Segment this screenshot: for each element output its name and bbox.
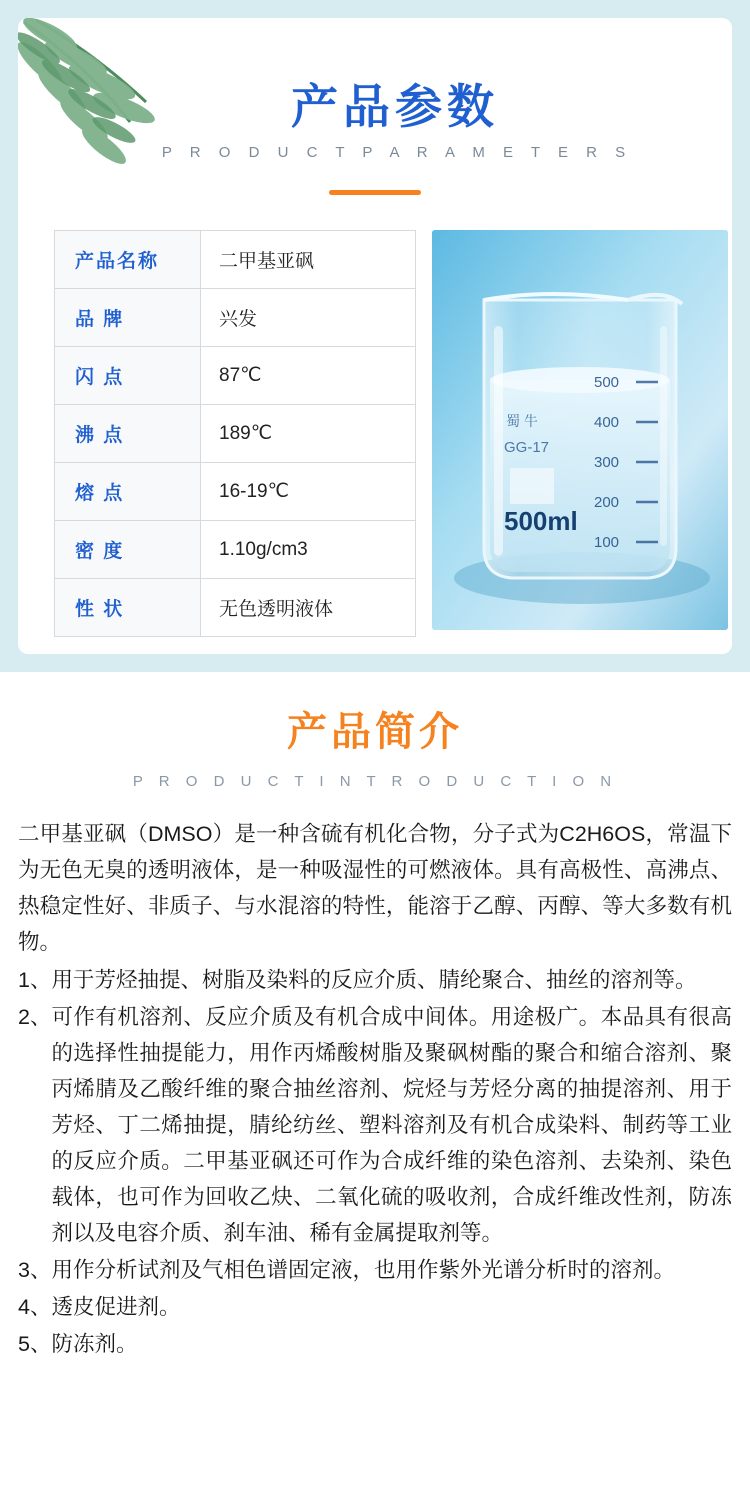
svg-text:400: 400 xyxy=(594,414,620,431)
table-row xyxy=(55,579,416,637)
spec-value: 二甲基亚砜 xyxy=(201,231,416,289)
banner-title-en: P R O D U C T P A R A M E T E R S xyxy=(161,144,633,161)
svg-text:GG-17: GG-17 xyxy=(504,439,550,456)
svg-text:500: 500 xyxy=(594,374,620,391)
table-row xyxy=(55,463,416,521)
intro-paragraph: 二甲基亚砜（DMSO）是一种含硫有机化合物，分子式为C2H6OS，常温下为无色无臭的透明液体，是一种吸湿性的可燃液体。具有高极性、高沸点、热稳定性好、非质子、与水混溶的特性，能溶于乙醇、丙醇、等大多数有机物。 xyxy=(18,822,732,954)
spec-value: 无色透明液体 xyxy=(201,579,416,637)
list-item-number: 5、 xyxy=(18,1332,52,1356)
spec-value: 87℃ xyxy=(201,347,416,405)
table-row xyxy=(55,289,416,347)
intro-list xyxy=(18,962,732,1362)
parameters-banner xyxy=(0,0,750,672)
introduction-section xyxy=(0,672,750,1500)
spec-key: 品 牌 xyxy=(55,289,201,347)
list-item xyxy=(18,1252,732,1288)
spec-key: 熔 点 xyxy=(55,463,201,521)
table-row xyxy=(55,521,416,579)
spec-key: 密 度 xyxy=(55,521,201,579)
spec-key: 产品名称 xyxy=(55,231,201,289)
svg-text:蜀 牛: 蜀 牛 xyxy=(506,413,538,429)
svg-text:200: 200 xyxy=(594,494,620,511)
product-photo xyxy=(432,230,728,630)
spec-key: 性 状 xyxy=(55,579,201,637)
spec-value: 兴发 xyxy=(201,289,416,347)
intro-title-en: P R O D U C T I N T R O D U C T I O N xyxy=(132,773,618,790)
intro-body xyxy=(18,816,732,1362)
list-item-number: 3、 xyxy=(18,1258,52,1282)
banner-title-cn: 产品参数 xyxy=(291,80,499,133)
list-item-number: 4、 xyxy=(18,1295,52,1319)
list-item xyxy=(18,999,732,1251)
table-row xyxy=(55,347,416,405)
spec-key: 沸 点 xyxy=(55,405,201,463)
spec-value: 189℃ xyxy=(201,405,416,463)
table-row xyxy=(55,405,416,463)
list-item-text: 用于芳烃抽提、树脂及染料的反应介质、腈纶聚合、抽丝的溶剂等。 xyxy=(51,968,697,992)
spec-key: 闪 点 xyxy=(55,347,201,405)
list-item-text: 防冻剂。 xyxy=(51,1332,138,1356)
banner-card xyxy=(18,18,732,654)
spec-value: 16-19℃ xyxy=(201,463,416,521)
banner-title-underline xyxy=(329,190,421,195)
list-item xyxy=(18,1289,732,1325)
list-item-number: 1、 xyxy=(18,968,52,992)
list-item-number: 2、 xyxy=(18,1005,52,1029)
svg-text:100: 100 xyxy=(594,534,620,551)
list-item-text: 可作有机溶剂、反应介质及有机合成中间体。用途极广。本品具有很高的选择性抽提能力，用作丙烯酸树脂及聚砜树酯的聚合和缩合溶剂、聚丙烯腈及乙酸纤维的聚合抽丝溶剂、烷烃与芳烃分离的抽提溶剂、用于芳烃、丁二烯抽提，腈纶纺丝、塑料溶剂及有机合成染料、制药等工业的反应介质。二甲基亚砜还可作为合成纤维的染色溶剂、去染剂、染色载体，也可作为回收乙炔、二氧化硫的吸收剂，合成纤维改性剂，防冻剂以及电容介质、刹车油、稀有金属提取剂等。 xyxy=(51,1005,732,1245)
intro-title-cn: 产品简介 xyxy=(287,710,463,754)
spec-value: 1.10g/cm3 xyxy=(201,521,416,579)
svg-text:300: 300 xyxy=(594,454,620,471)
list-item xyxy=(18,962,732,998)
table-row xyxy=(55,231,416,289)
list-item-text: 用作分析试剂及气相色谱固定液，也用作紫外光谱分析时的溶剂。 xyxy=(51,1258,675,1282)
spec-table xyxy=(54,230,416,637)
list-item xyxy=(18,1326,732,1362)
svg-text:500ml: 500ml xyxy=(504,506,578,536)
list-item-text: 透皮促进剂。 xyxy=(51,1295,181,1319)
